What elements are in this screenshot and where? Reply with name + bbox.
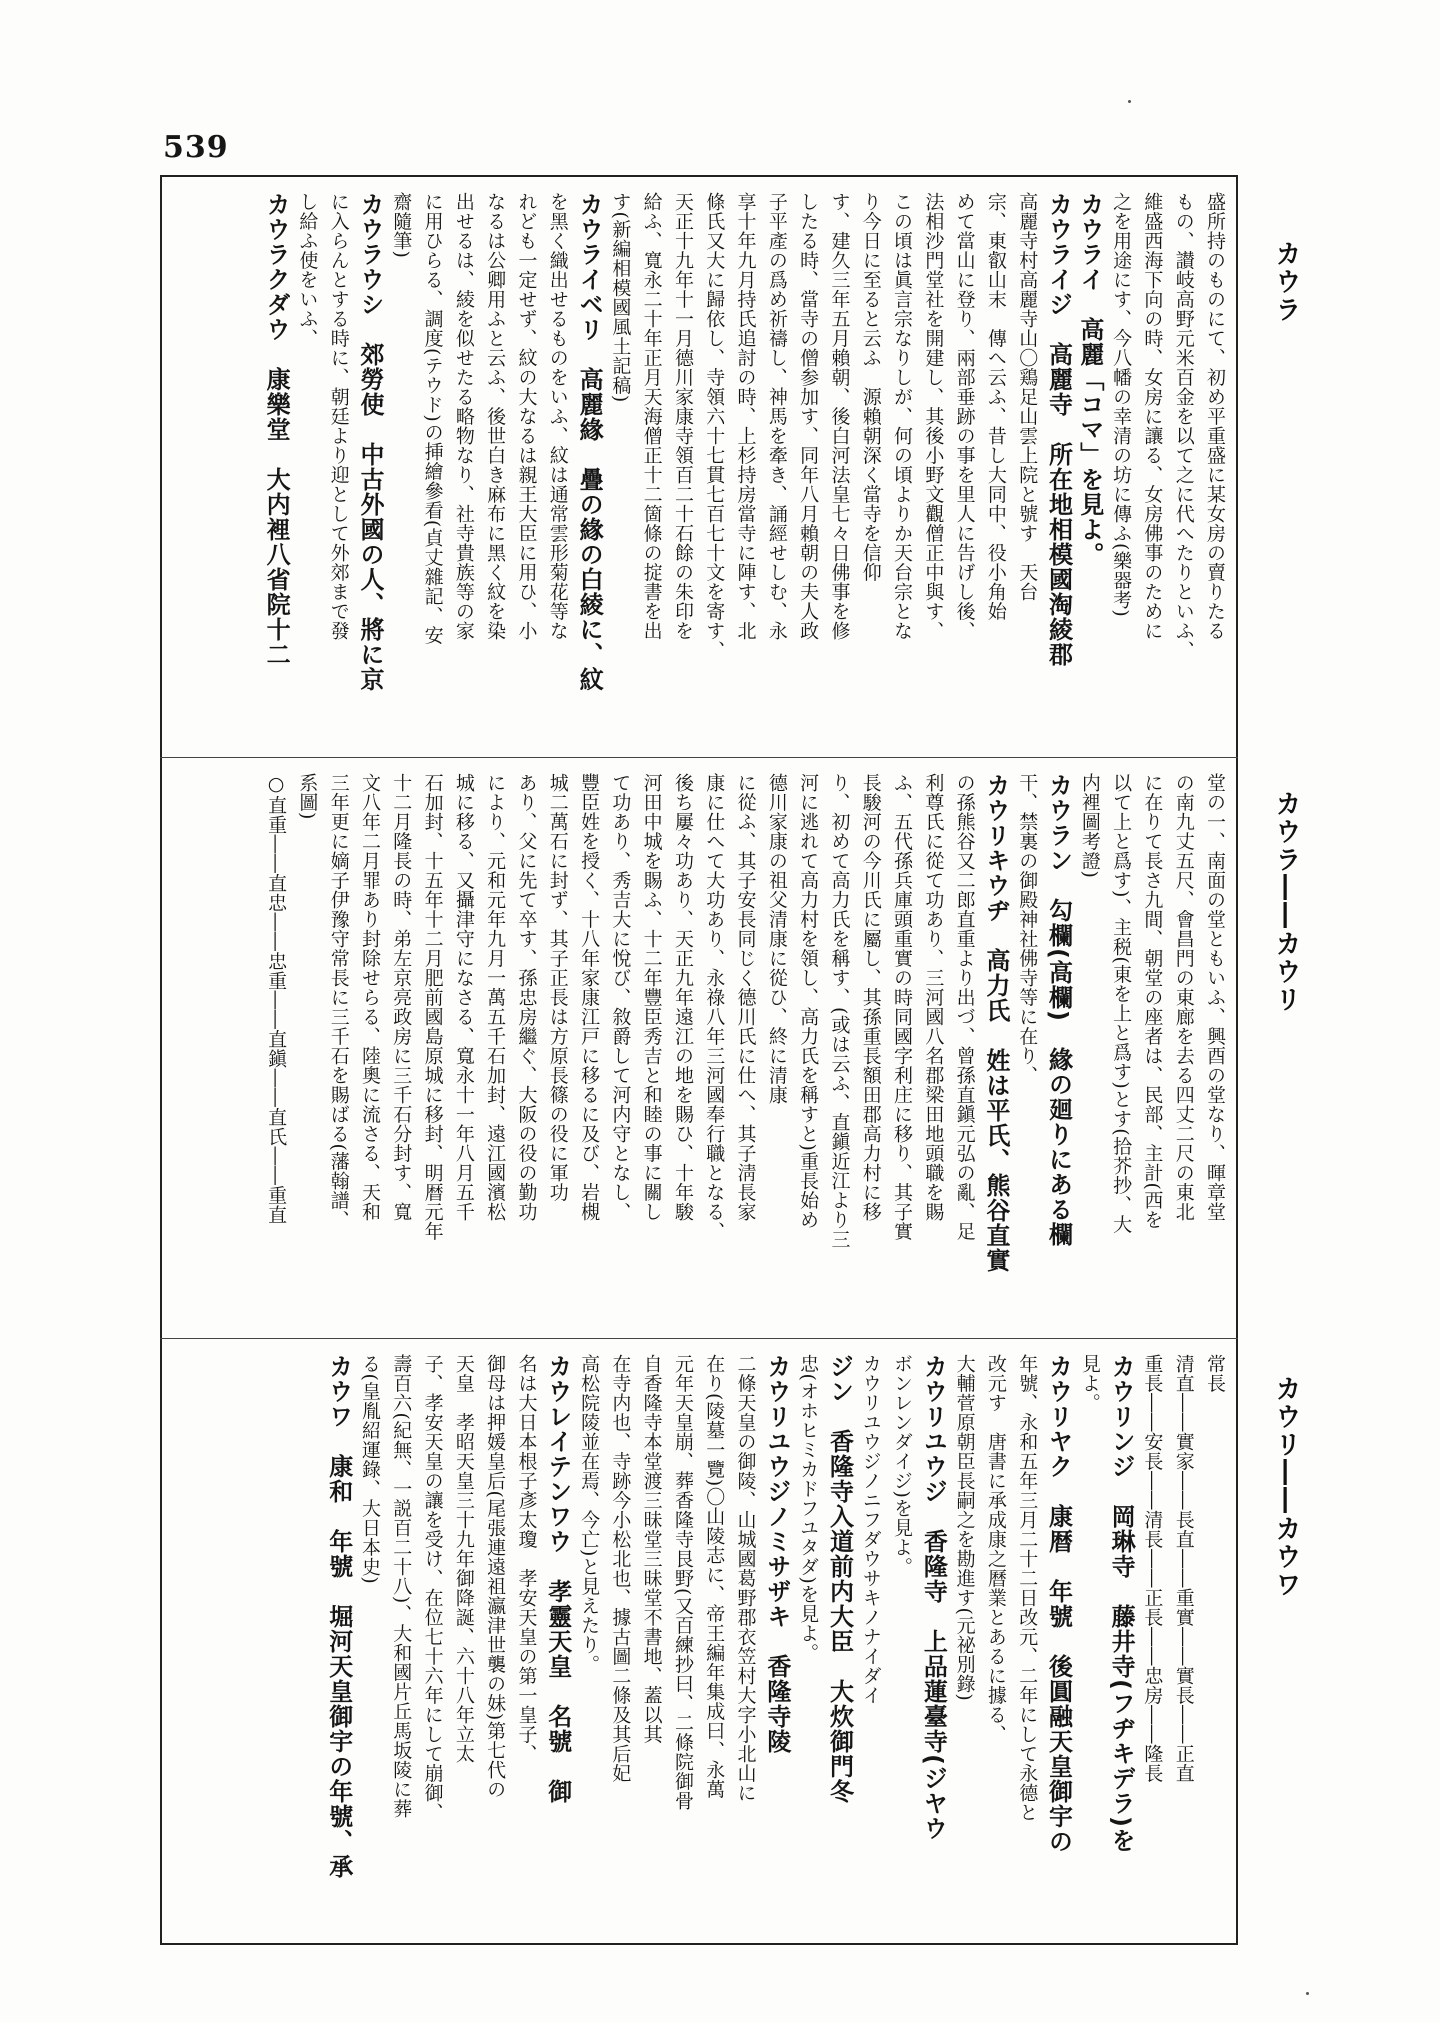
text-column: 重長――安長――清長――正長――忠房――隆長 <box>1141 1354 1164 1783</box>
text-column: 石加封、十五年十二月肥前國島原城に移封、明暦元年 <box>421 773 444 1241</box>
text-column: の南九丈五尺、會昌門の東廊を去る四丈二尺の東北 <box>1172 773 1195 1222</box>
text-column: 河に逃れて高力村を領し、高力氏を稱すと)重長始め <box>797 773 820 1230</box>
text-column: 德川家康の祖父清康に從ひ、終に清康 <box>765 773 788 1105</box>
guide-word-top: カウラ <box>1271 240 1301 324</box>
text-column: により、元和元年九月一萬五千石加封、遠江國濱松 <box>484 773 507 1222</box>
text-column: 改元す 唐書に承成康之曆業とあるに據る、 <box>984 1354 1007 1744</box>
entry-headword: カウリヤク 康暦 年號 後圓融天皇御宇の <box>1044 1354 1073 1854</box>
text-column: 後ち屢々功あり、天正九年遠江の地を賜ひ、十年駿 <box>671 773 694 1222</box>
text-column: す、建久三年五月賴朝、後白河法皇七々日佛事を修 <box>828 192 851 641</box>
text-column: 維盛西海下向の時、女房に讓る、女房佛事のために <box>1141 192 1164 641</box>
text-column: なるは公卿用ふと云ふ、後世白き麻布に黑く紋を染 <box>484 192 507 641</box>
text-column: 享十年九月持氏追討の時、上杉持房當寺に陣す、北 <box>734 192 757 641</box>
text-column: れども一定せず、紋の大なるは親王大臣に用ひ、小 <box>515 192 538 641</box>
text-column: に用ひらる、調度(テウド)の挿繪參看(貞丈雜記、安 <box>421 192 444 645</box>
text-column: 盛所持のものにて、初め平重盛に某女房の賣りたる <box>1204 192 1226 641</box>
text-column: 三年更に嫡子伊豫守常長に三千石を賜ばる(藩翰譜、 <box>327 773 350 1230</box>
text-column: 在寺内也、寺跡今小松北也、據古圖二條及其后妃 <box>609 1354 632 1783</box>
text-column: カウリユウジノニフダウサキノナイダイ <box>859 1354 882 1705</box>
text-column: の孫熊谷又二郎直重より出づ、曾孫直鎭元弘の亂、足 <box>953 773 976 1241</box>
text-column <box>980 773 1011 1333</box>
text-column <box>354 192 385 752</box>
text-column <box>1074 192 1105 752</box>
text-column: り今日に至ると云ふ 源賴朝深く當寺を信仰 <box>859 192 882 582</box>
text-column <box>917 1354 948 1934</box>
text-column: 利尊氏に從て功あり、三河國八名郡梁田地頭職を賜 <box>922 773 945 1222</box>
text-column: 御母は押媛皇后(尾張連遠祖瀛津世襲の妹)第七代の <box>484 1354 507 1799</box>
text-column: 十二月隆長の時、弟左京亮政房に三千石分封す、寬 <box>390 773 413 1222</box>
text-column: 齋隨筆) <box>390 192 413 259</box>
text-column: 宗、東叡山末 傳へ云ふ、昔し大同中、役小角始 <box>984 192 1007 621</box>
entry-headword: カウワ 康和 年號 堀河天皇御宇の年號、承 <box>324 1354 353 1879</box>
text-column: 干、禁裏の御殿神社佛寺等に在り、 <box>1016 773 1039 1085</box>
band-divider-2 <box>160 1338 1238 1339</box>
text-column: 子平產の爲め祈禱し、神馬を牽き、誦經せしむ、永 <box>765 192 788 641</box>
text-column: この頃は眞言宗なりしが、何の頃よりか天台宗とな <box>891 192 914 641</box>
entry-headword: カウラクダウ 康樂堂 大内裡八省院十二 <box>262 192 291 667</box>
text-column: 二條天皇の御陵、山城國葛野郡衣笠村大字小北山に <box>734 1354 757 1803</box>
text-column: ボンレンダイジ)を見よ。 <box>891 1354 914 1577</box>
text-column: 内裡圖考證) <box>1078 773 1101 879</box>
text-column: 法相沙門堂社を開建し、其後小野文觀僧正中與す、 <box>922 192 945 641</box>
text-column: 堂の一、南面の堂ともいふ、興酉の堂なり、暉章堂 <box>1204 773 1226 1222</box>
entry-headword: カウラン 勾欄(高欄) 緣の廻りにある欄 <box>1044 773 1073 1247</box>
entry-headword: カウリンジ 岡琳寺 藤井寺(フヂキデラ)を <box>1107 1354 1136 1853</box>
text-column: ○直重――直忠――忠重――直鎭――直氏――重直 <box>265 773 288 1225</box>
text-column <box>1042 773 1073 1333</box>
page-number: 539 <box>163 130 229 165</box>
text-column: 長駿河の今川氏に屬し、其孫重長額田郡高力村に移 <box>859 773 882 1222</box>
text-column: 清直――實家――長直――重實――實長――正直 <box>1172 1354 1195 1783</box>
text-column: 之を用途にす、今八幡の幸清の坊に傳ふ(樂器考) <box>1110 192 1133 618</box>
text-column: 出せるは、綾を似せたる略物なり、社寺貴族等の家 <box>452 192 475 641</box>
text-column: に從ふ、其子安長同じく德川氏に仕へ、其子淸長家 <box>734 773 757 1222</box>
guide-word-bottom: カウリ――カウワ <box>1271 1375 1301 1599</box>
text-column <box>1042 1354 1073 1934</box>
text-column: 系圖) <box>296 773 319 820</box>
print-speck <box>1306 1992 1309 1995</box>
text-column: めて當山に登り、兩部垂跡の事を里人に告げし後、 <box>953 192 976 641</box>
band-top <box>163 192 1230 752</box>
entry-headword: カウリユウジ 香隆寺 上品蓮臺寺(ジヤウ <box>919 1354 948 1841</box>
text-column: 天正十九年十一月德川家康寺領百二十石餘の朱印を <box>671 192 694 641</box>
text-column: 自香隆寺本堂渡三昧堂三昧堂不書地、蓋以其 <box>640 1354 663 1744</box>
text-column: す(新編相模國風土記稿) <box>609 192 632 403</box>
text-column: 忠(オホヒミカドフユタダ)を見よ。 <box>797 1354 820 1663</box>
text-column <box>260 192 291 752</box>
text-column <box>541 1354 572 1934</box>
text-column: に入らんとする時に、朝廷より迎として外郊まで發 <box>327 192 350 641</box>
text-column <box>1105 1354 1136 1934</box>
text-column: て功あり、秀吉大に悅び、敘爵して河内守となし、 <box>609 773 632 1222</box>
text-column: 名は大日本根子彥太瓊 孝安天皇の第一皇子、 <box>515 1354 538 1764</box>
text-column: 天皇 孝昭天皇三十九年御降誕、六十八年立太 <box>452 1354 475 1764</box>
text-column: 文八年二月罪あり封除せらる、陸奧に流さる、天和 <box>358 773 381 1222</box>
text-column: 見よ。 <box>1078 1354 1101 1413</box>
text-column: 高松院陵並在焉、今亡)と見えたり。 <box>578 1354 601 1674</box>
text-column: を黑く織出せるものをいふ、紋は通常雲形菊花等な <box>546 192 569 641</box>
text-column: 在り(陵墓一覽)〇山陵志に、帝王編年集成曰、永萬 <box>703 1354 726 1799</box>
text-column: り、初めて高力氏を稱す、(或は云ふ、直鎭近江より三 <box>828 773 851 1249</box>
text-column: 常長 <box>1204 1354 1226 1393</box>
entry-headword: カウライジ 高麗寺 所在地相模國淘綾郡 <box>1044 192 1073 667</box>
text-column: 豐臣姓を授く、十八年家康江戸に移るに及び、岩槻 <box>578 773 601 1222</box>
text-column: 康に仕へて大功あり、永祿八年三河國奉行職となる、 <box>703 773 726 1241</box>
text-column <box>761 1354 792 1934</box>
band-middle <box>163 773 1230 1333</box>
text-column <box>1042 192 1073 752</box>
entry-headword: ジン 香隆寺入道前内大臣 大炊御門冬 <box>825 1354 854 1804</box>
text-column: る(皇胤紹運錄、大日本史) <box>358 1354 381 1585</box>
entry-headword: カウラウシ 郊勞使 中古外國の人、將に京 <box>355 192 384 692</box>
text-column: 壽百六(紀無、一説百二十八)、大和國片丘馬坂陵に葬 <box>390 1354 413 1819</box>
text-column: 城二萬石に封ず、其子正長は方原長篠の役に軍功 <box>546 773 569 1202</box>
print-speck <box>1128 100 1131 103</box>
band-divider-1 <box>160 757 1238 758</box>
text-column: 條氏又大に歸依し、寺領六十七貫七百七十文を寄す、 <box>703 192 726 660</box>
text-column <box>823 1354 854 1934</box>
text-column: あり、父に先て卒す、孫忠房繼ぐ、大阪の役の勤功 <box>515 773 538 1222</box>
guide-word-middle: カウラ――カウリ <box>1271 790 1301 1014</box>
entry-headword: カウライ 高麗「コマ」を見よ。 <box>1075 192 1104 567</box>
text-column: 大輔菅原朝臣長嗣之を勘進す(元祕別錄) <box>953 1354 976 1702</box>
text-column: 城に移る、又攝津守になさる、寬永十一年八月五千 <box>452 773 475 1222</box>
text-column: に在りて長さ九間、朝堂の座者は、民部、主計(西を <box>1141 773 1164 1230</box>
entry-headword: カウリユウジノミサザキ 香隆寺陵 <box>762 1354 791 1754</box>
text-column <box>573 192 604 752</box>
text-column: 子、孝安天皇の讓を受け、在位七十六年にして崩御、 <box>421 1354 444 1822</box>
text-column: 以て上と爲す)、主税(東を上と爲す)とす(拾芥抄、大 <box>1110 773 1133 1234</box>
text-column: 年號、永和五年三月二十二日改元、二年にして永德と <box>1016 1354 1039 1822</box>
text-column: し給ふ使をいふ、 <box>296 192 319 348</box>
entry-headword: カウライベリ 高麗緣 疊の緣の白綾に、紋 <box>575 192 604 692</box>
text-column: 元年天皇崩、葬香隆寺艮野(又百練抄曰、二條院御骨 <box>671 1354 694 1811</box>
text-column: ふ、五代孫兵庫頭重實の時同國字利庄に移り、其子實 <box>891 773 914 1241</box>
band-bottom <box>163 1354 1230 1934</box>
text-column: したる時、當寺の僧参加す、同年八月賴朝の夫人政 <box>797 192 820 641</box>
text-column <box>322 1354 353 1934</box>
text-column: もの、讃岐高野元米百金を以て之に代へたりといふ、 <box>1172 192 1195 660</box>
entry-headword: カウレイテンワウ 孝靈天皇 名號 御 <box>543 1354 572 1804</box>
text-column: 河田中城を賜ふ、十二年豐臣秀吉と和睦の事に關し <box>640 773 663 1222</box>
text-column: 給ふ、寬永二十年正月天海僧正十二箇條の掟書を出 <box>640 192 663 641</box>
entry-headword: カウリキウヂ 高力氏 姓は平氏、熊谷直實 <box>981 773 1010 1273</box>
text-column: 高麗寺村高麗寺山〇鶏足山雲上院と號す 天台 <box>1016 192 1039 602</box>
